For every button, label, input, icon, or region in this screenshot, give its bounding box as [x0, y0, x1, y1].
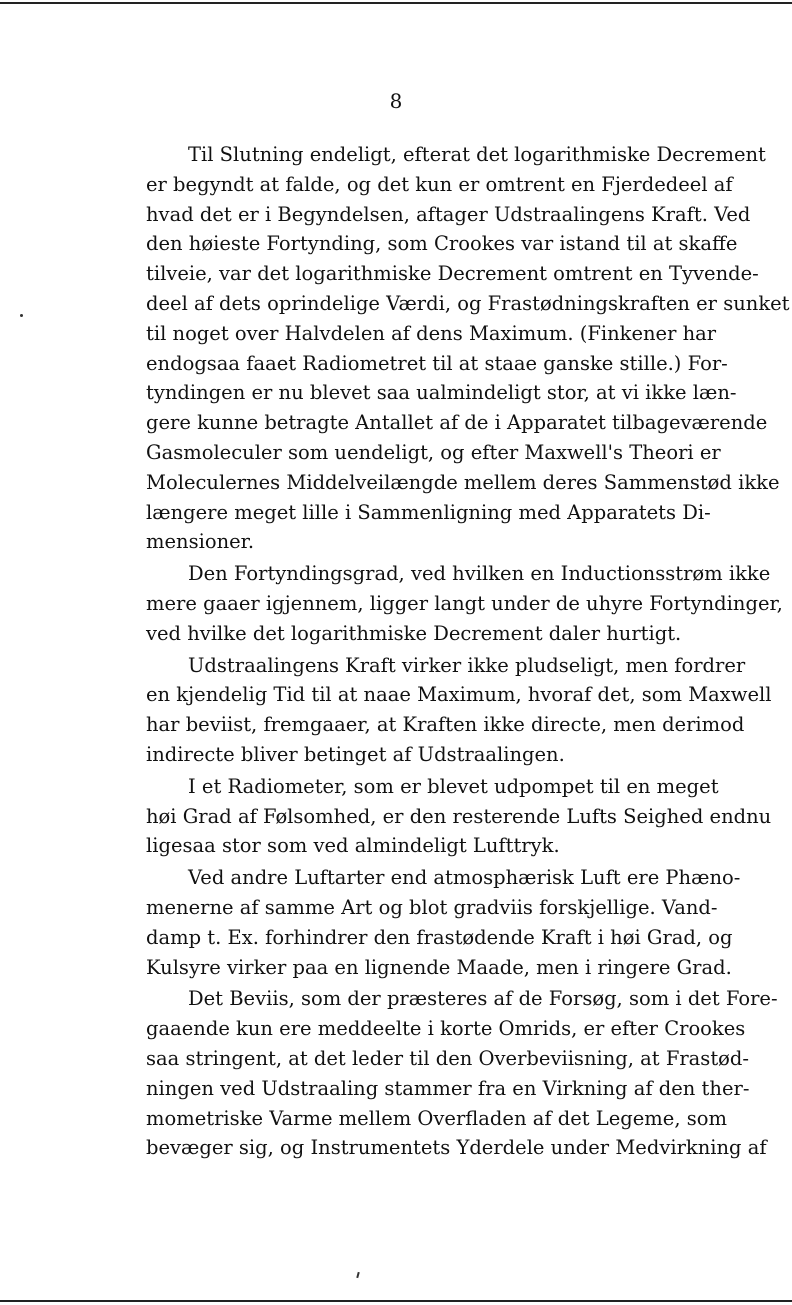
paragraph-5 [146, 863, 741, 982]
text-line: længere meget lille i Sammenligning med Apparatets Di- [146, 500, 711, 524]
paragraph-3 [146, 651, 772, 770]
paragraph-6 [146, 984, 778, 1163]
bottom-border-rule [0, 1300, 792, 1302]
text-line: tyndingen er nu blevet saa ualmindeligt stor, at vi ikke læn- [146, 381, 737, 405]
text-line: damp t. Ex. forhindrer den frastødende Kraft i høi Grad, og [146, 925, 733, 949]
page-number: 8 [389, 89, 403, 113]
text-line: er begyndt at falde, og det kun er omtrent en Fjerdedeel af [146, 172, 733, 196]
body-text [146, 140, 790, 1163]
text-line: Gasmoleculer som uendeligt, og efter Maxwell's Theori er [146, 440, 721, 464]
text-line: en kjendelig Tid til at naae Maximum, hvoraf det, som Maxwell [146, 683, 772, 707]
text-line: endogsaa faaet Radiometret til at staae ganske stille.) For- [146, 351, 728, 375]
paragraph-2 [146, 559, 783, 648]
print-speck [20, 314, 23, 317]
text-line: Udstraalingens Kraft virker ikke pludseligt, men fordrer [188, 653, 746, 677]
text-line: Det Beviis, som der præsteres af de Forsøg, som i det Fore- [188, 987, 778, 1011]
text-line: mometriske Varme mellem Overfladen af det Legeme, som [146, 1106, 727, 1130]
text-line: saa stringent, at det leder til den Overbeviisning, at Frastød- [146, 1046, 749, 1070]
text-line: har beviist, fremgaaer, at Kraften ikke directe, men derimod [146, 713, 745, 737]
text-line: indirecte bliver betinget af Udstraalingen. [146, 742, 565, 766]
text-line: I et Radiometer, som er blevet udpompet til en meget [188, 774, 719, 798]
top-border-rule [0, 2, 792, 4]
paragraph-1 [146, 140, 790, 557]
text-line: hvad det er i Begyndelsen, aftager Udstraalingens Kraft. Ved [146, 202, 751, 226]
text-line: ningen ved Udstraaling stammer fra en Virkning af den ther- [146, 1076, 750, 1100]
text-line: den høieste Fortynding, som Crookes var istand til at skaffe [146, 232, 738, 256]
text-line: bevæger sig, og Instrumentets Yderdele under Medvirkning af [146, 1136, 767, 1160]
text-line: til noget over Halvdelen af dens Maximum. (Finkener har [146, 321, 717, 345]
print-speck [356, 1272, 359, 1278]
text-line: Moleculernes Middelveilængde mellem deres Sammenstød ikke [146, 470, 780, 494]
text-line: deel af dets oprindelige Værdi, og Frastødningskraften er sunket [146, 291, 790, 315]
text-line: tilveie, var det logarithmiske Decrement omtrent en Tyvende- [146, 262, 759, 286]
text-line: ved hvilke det logarithmiske Decrement daler hurtigt. [146, 621, 682, 645]
text-line: menerne af samme Art og blot gradviis forskjellige. Vand- [146, 895, 718, 919]
text-line: Til Slutning endeligt, efterat det logarithmiske Decrement [188, 143, 766, 166]
text-line: Den Fortyndingsgrad, ved hvilken en Inductionsstrøm ikke [188, 562, 771, 586]
text-line: Kulsyre virker paa en lignende Maade, men i ringere Grad. [146, 955, 732, 979]
text-line: gere kunne betragte Antallet af de i Apparatet tilbageværende [146, 411, 768, 435]
paragraph-4 [146, 772, 772, 861]
text-line: gaaende kun ere meddeelte i korte Omrids, er efter Crookes [146, 1017, 746, 1041]
text-line: mere gaaer igjennem, ligger langt under de uhyre Fortyndinger, [146, 591, 783, 615]
text-line: Ved andre Luftarter end atmosphærisk Luft ere Phæno- [188, 866, 741, 890]
text-line: høi Grad af Følsomhed, er den resterende Lufts Seighed endnu [146, 804, 772, 828]
text-line: ligesaa stor som ved almindeligt Lufttryk. [146, 834, 560, 858]
text-line: mensioner. [146, 530, 255, 554]
